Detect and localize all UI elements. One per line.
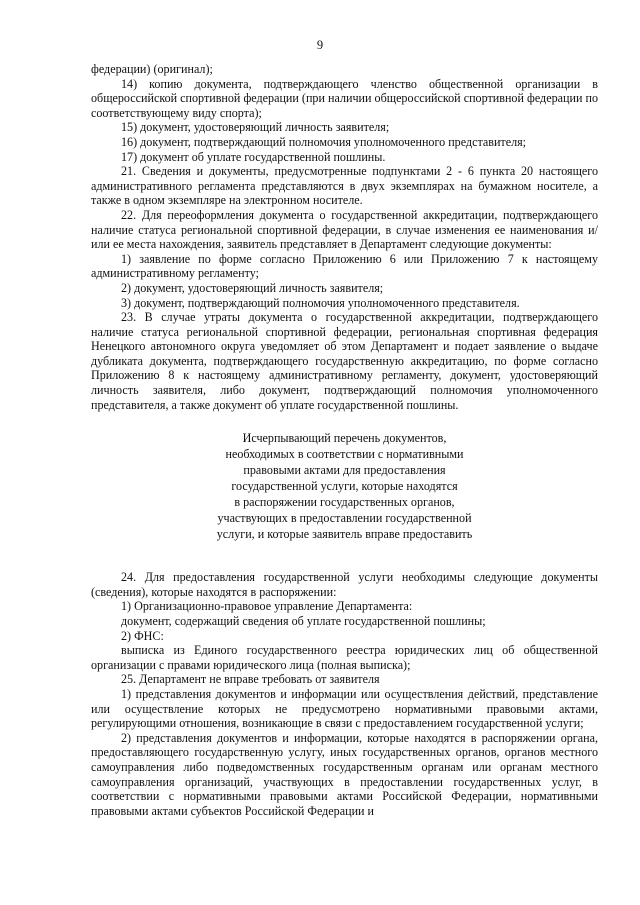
paragraph: 23. В случае утраты документа о государственной аккредитации, подтверждающего наличие статуса региональной спортивной федерации, региональная спортивная федерация Ненецкого автономного округа уведомляет об этом Департамент и подает заявление о выдаче дубликата документа, подтверждающего государственную аккредитацию, по форме согласно Приложению 8 к настоящему административному регламенту, документ, удостоверяющий личность заявителя, либо документ, подтверждающий полномочия уполномоченного представителя, а также документ об уплате государственной пошлины. [91,310,598,412]
section-heading-line: участвующих в предоставлении государственной [217,511,472,526]
section-heading [91,430,598,542]
section-heading-line: государственной услуги, которые находятся [231,479,458,494]
section-heading-line: необходимых в соответствии с нормативными [225,447,464,462]
section-heading-line: услуги, и которые заявитель вправе предоставить [216,527,473,542]
paragraph: федерации) (оригинал); [91,62,213,76]
paragraph: выписка из Единого государственного реестра юридических лиц об общественной организации с правами юридического лица (полная выписка); [91,643,598,672]
paragraph: 2) представления документов и информации, которые находятся в распоряжении органа, предоставляющего государственную услугу, иных государственных органов, органов местного самоуправления либо подведомственных государственным органам или органам местного самоуправления организаций, участвующих в предоставлении государственных услуг, в соответствии с нормативными правовыми актами Российской Федерации, нормативными правовыми актами субъектов Российской Федерации и [91,730,598,818]
paragraph: документ, содержащий сведения об уплате государственной пошлины; [121,614,486,629]
paragraph: 22. Для переоформления документа о государственной аккредитации, подтверждающего наличие статуса региональной спортивной федерации, в случае изменения ее наименования и/или ее места нахождения, заявитель представляет в Департамент следующие документы: [91,207,598,252]
paragraph: 2) документ, удостоверяющий личность заявителя; [121,280,384,295]
paragraph: 14) копию документа, подтверждающего членство общественной организации в общероссийской спортивной федерации (при наличии общероссийской спортивной федерации по соответствующему виду спорта); [91,76,598,120]
paragraph: 24. Для предоставления государственной услуги необходимы следующие документы (сведения), которые находятся в распоряжении: [91,570,598,599]
paragraph: 1) представления документов и информации или осуществления действий, представление или осуществление которых не предусмотрено нормативными правовыми актами, регулирующими отношения, возникающие в связи с предоставлением государственной услуги; [91,687,598,731]
paragraph: 25. Департамент не вправе требовать от заявителя [121,672,380,687]
paragraph: 3) документ, подтверждающий полномочия уполномоченного представителя. [121,295,520,310]
paragraph: 2) ФНС: [121,628,164,643]
paragraphs-after-heading [91,570,598,818]
section-heading-line: в распоряжении государственных органов, [234,495,455,510]
paragraphs-before-heading [91,62,598,412]
document-body [91,62,598,818]
paragraph: 1) заявление по форме согласно Приложению 6 или Приложению 7 к настоящему административному регламенту; [91,251,598,281]
paragraph: 21. Сведения и документы, предусмотренные подпунктами 2 - 6 пункта 20 настоящего административного регламента представляются в двух экземплярах на бумажном носителе, а также в одном экземпляре на электронном носителе. [91,164,598,208]
paragraph: 1) Организационно-правовое управление Департамента: [121,599,413,614]
paragraph: 15) документ, удостоверяющий личность заявителя; [121,120,390,135]
paragraph: 16) документ, подтверждающий полномочия уполномоченного представителя; [121,134,527,149]
section-heading-line: Исчерпывающий перечень документов, [242,431,447,446]
section-heading-line: правовыми актами для предоставления [243,463,446,478]
page-number: 9 [316,38,324,52]
paragraph: 17) документ об уплате государственной пошлины. [121,149,386,164]
